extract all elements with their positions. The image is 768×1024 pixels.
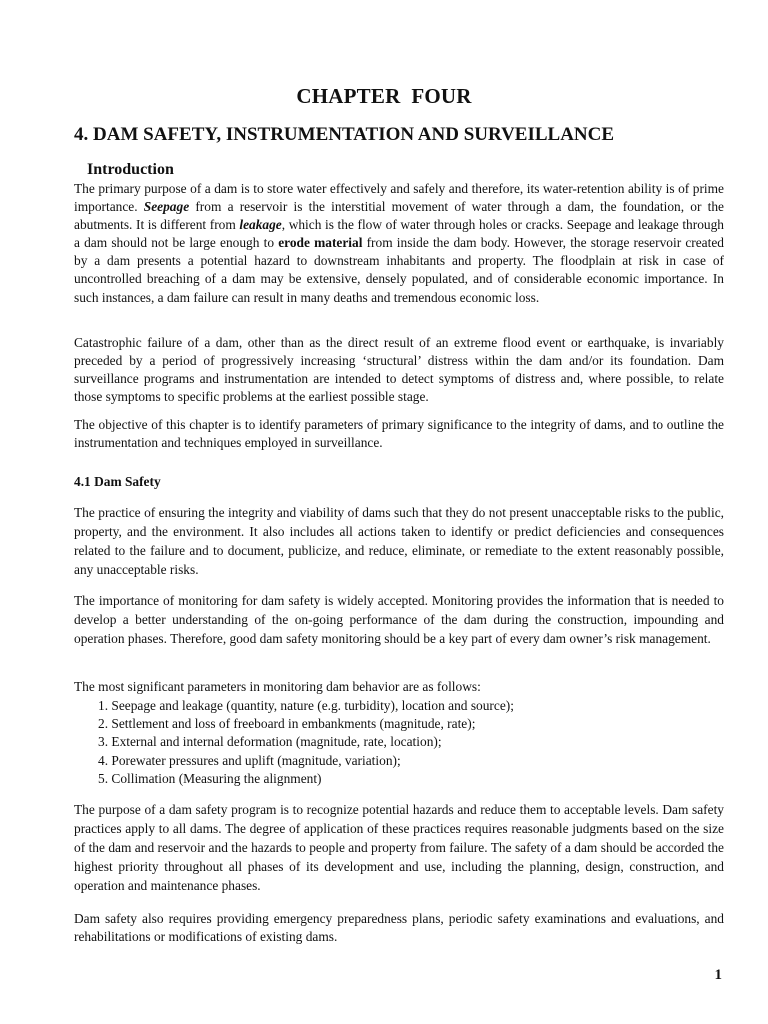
list-item: 1. Seepage and leakage (quantity, nature (e.g. turbidity), location and source); [98,698,514,713]
list-item: 4. Porewater pressures and uplift (magnitude, variation); [98,752,401,768]
intro-paragraph-3: The objective of this chapter is to identify parameters of primary significance to the integrity of dams, and to outline the instrumentation and techniques employed in surveillance. [74,417,724,451]
intro-text-a: The primary purpose of a dam is to store water effectively and safely and therefore, its water-retention ability is of prime importance. [74,181,724,215]
intro-text-b: from a reservoir is the interstitial movement of water through a dam, the foundation, or the abutments. It is different from [74,199,724,233]
erode-material-term: erode material [278,235,363,251]
chapter-heading: CHAPTER FOUR [296,84,472,108]
dam-safety-heading: 4.1 Dam Safety [74,474,161,489]
intro-text-c: , which is the flow of water through holes or cracks. Seepage and leakage through a dam should not be large enough to [74,217,724,251]
list-item: 3. External and internal deformation (magnitude, rate, location); [98,734,442,750]
parameters-list [98,697,514,788]
intro-text-d: from inside the dam body. However, the storage reservoir created by a dam presents a potential hazard to downstream inhabitants and property. The floodplain at risk in case of uncontrolled breaching of a dam may be extensive, densely populated, and of considerable economic importance. In such instances, a dam failure can result in many deaths and tremendous economic loss. [74,235,724,305]
intro-paragraph-2: Catastrophic failure of a dam, other than as the direct result of an extreme flood event or earthquake, is invariably preceded by a period of progressively increasing ‘structural’ distress within the dam and/or its foundation. Dam surveillance programs and instrumentation are intended to detect symptoms of distress and, where possible, to relate those symptoms to specific problems at the earliest possible stage. [74,335,724,405]
leakage-term: leakage [239,217,282,233]
dam-safety-paragraph-4: Dam safety also requires providing emergency preparedness plans, periodic safety examinations and evaluations, and rehabilitations or modifications of existing dams. [74,911,724,945]
page-number: 1 [714,967,722,983]
intro-paragraph-1 [74,180,724,307]
list-item: 2. Settlement and loss of freeboard in embankments (magnitude, rate); [98,716,476,732]
section-title: 4. DAM SAFETY, INSTRUMENTATION AND SURVEILLANCE [74,124,615,145]
dam-safety-paragraph-3: The purpose of a dam safety program is to recognize potential hazards and reduce them to acceptable levels. Dam safety practices apply to all dams. The degree of application of these practices requires reasonable judgments based on the size of the dam and reservoir and the hazards to people and property from failure. The safety of a dam should be accorded the highest priority throughout all phases of its development and use, including the planning, design, construction, and operation and maintenance phases. [74,802,724,893]
dam-safety-paragraph-2: The importance of monitoring for dam safety is widely accepted. Monitoring provides the information that is needed to develop a better understanding of the on-going performance of the dam during the construction, impounding and operation phases. Therefore, good dam safety monitoring should be a key part of every dam owner’s risk management. [74,593,724,646]
parameters-intro: The most significant parameters in monitoring dam behavior are as follows: [74,679,481,694]
list-item: 5. Collimation (Measuring the alignment) [98,770,322,786]
dam-safety-paragraph-1: The practice of ensuring the integrity and viability of dams such that they do not present unacceptable risks to the public, property, and the environment. It also includes all actions taken to identify or predict deficiencies and consequences related to the failure and to document, publicize, and reduce, eliminate, or remediate to the extent reasonably possible, any unacceptable risks. [74,505,724,577]
seepage-term: Seepage [143,199,190,215]
introduction-heading: Introduction [87,161,174,178]
